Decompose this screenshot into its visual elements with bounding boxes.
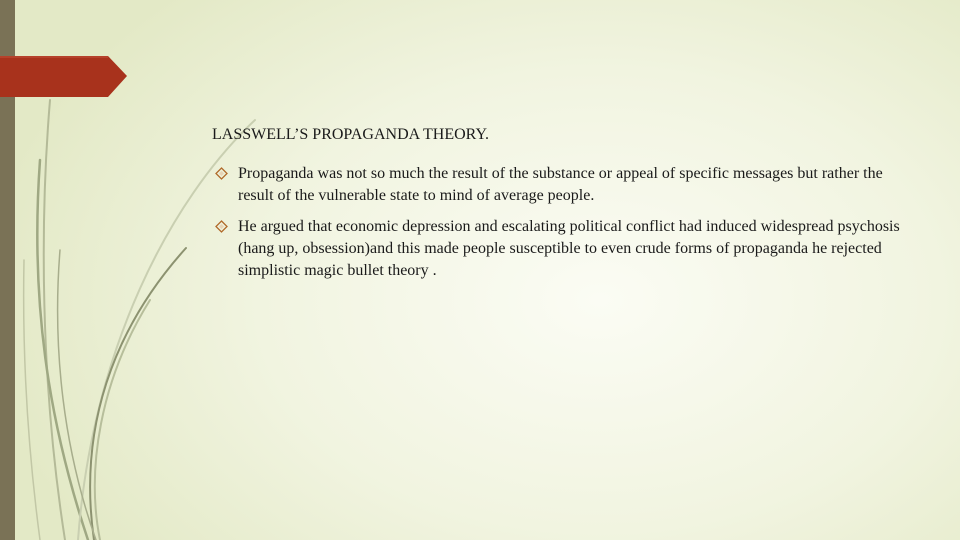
slide-title: LASSWELL’S PROPAGANDA THEORY. [212, 126, 489, 143]
bullet-item [212, 163, 902, 207]
slide-content [212, 124, 902, 291]
diamond-bullet-icon [215, 220, 228, 233]
bullet-item [212, 216, 902, 282]
bullet-list [212, 163, 902, 282]
diamond-bullet-icon [215, 167, 228, 180]
bullet-text: Propaganda was not so much the result of the substance or appeal of specific messages but rather the result of the vulnerable state to mind of average people. [238, 165, 883, 204]
bullet-text: He argued that economic depression and escalating political conflict had induced widespread psychosis (hang up, obsession)and this made people susceptible to even crude forms of propaganda he rejected simplistic magic bullet theory . [238, 218, 900, 279]
